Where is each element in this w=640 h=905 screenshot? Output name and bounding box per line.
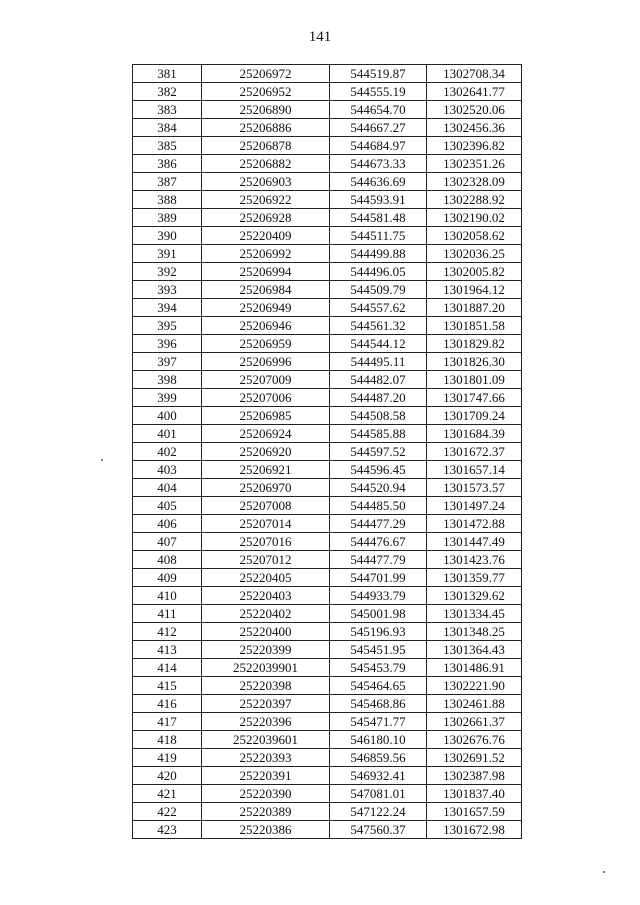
- point-number-cell: 390: [133, 227, 202, 245]
- y-coordinate-cell: 1302641.77: [427, 83, 522, 101]
- y-coordinate-cell: 1301472.88: [427, 515, 522, 533]
- point-number-cell: 388: [133, 191, 202, 209]
- y-coordinate-cell: 1301837.40: [427, 785, 522, 803]
- table-row: [133, 281, 522, 299]
- point-number-cell: 417: [133, 713, 202, 731]
- point-id-cell: 25207009: [202, 371, 330, 389]
- point-number-cell: 413: [133, 641, 202, 659]
- x-coordinate-cell: 544477.29: [330, 515, 427, 533]
- x-coordinate-cell: 545451.95: [330, 641, 427, 659]
- table-row: [133, 335, 522, 353]
- table-row: [133, 821, 522, 839]
- table-row: [133, 209, 522, 227]
- x-coordinate-cell: 546859.56: [330, 749, 427, 767]
- point-number-cell: 397: [133, 353, 202, 371]
- point-id-cell: 25206992: [202, 245, 330, 263]
- x-coordinate-cell: 547122.24: [330, 803, 427, 821]
- y-coordinate-cell: 1301329.62: [427, 587, 522, 605]
- y-coordinate-cell: 1301747.66: [427, 389, 522, 407]
- point-id-cell: 25206985: [202, 407, 330, 425]
- point-id-cell: 25220397: [202, 695, 330, 713]
- table-row: [133, 173, 522, 191]
- point-number-cell: 420: [133, 767, 202, 785]
- table-row: [133, 119, 522, 137]
- point-id-cell: 25207016: [202, 533, 330, 551]
- point-number-cell: 418: [133, 731, 202, 749]
- y-coordinate-cell: 1302691.52: [427, 749, 522, 767]
- x-coordinate-cell: 544496.05: [330, 263, 427, 281]
- scan-speck: [603, 871, 605, 873]
- point-number-cell: 423: [133, 821, 202, 839]
- point-number-cell: 408: [133, 551, 202, 569]
- point-id-cell: 25220386: [202, 821, 330, 839]
- point-id-cell: 25220405: [202, 569, 330, 587]
- y-coordinate-cell: 1302058.62: [427, 227, 522, 245]
- table-row: [133, 659, 522, 677]
- table-row: [133, 353, 522, 371]
- point-number-cell: 403: [133, 461, 202, 479]
- table-row: [133, 533, 522, 551]
- y-coordinate-cell: 1301657.59: [427, 803, 522, 821]
- x-coordinate-cell: 544482.07: [330, 371, 427, 389]
- point-number-cell: 415: [133, 677, 202, 695]
- y-coordinate-cell: 1301887.20: [427, 299, 522, 317]
- point-number-cell: 387: [133, 173, 202, 191]
- point-number-cell: 409: [133, 569, 202, 587]
- table-row: [133, 641, 522, 659]
- coordinate-table-body: [133, 65, 522, 839]
- y-coordinate-cell: 1301826.30: [427, 353, 522, 371]
- point-id-cell: 25206922: [202, 191, 330, 209]
- y-coordinate-cell: 1302520.06: [427, 101, 522, 119]
- x-coordinate-cell: 544933.79: [330, 587, 427, 605]
- point-id-cell: 2522039901: [202, 659, 330, 677]
- point-id-cell: 25220402: [202, 605, 330, 623]
- y-coordinate-cell: 1302708.34: [427, 65, 522, 83]
- x-coordinate-cell: 544581.48: [330, 209, 427, 227]
- x-coordinate-cell: 544654.70: [330, 101, 427, 119]
- point-id-cell: 25206946: [202, 317, 330, 335]
- point-number-cell: 391: [133, 245, 202, 263]
- y-coordinate-cell: 1301657.14: [427, 461, 522, 479]
- point-number-cell: 407: [133, 533, 202, 551]
- point-id-cell: 25207012: [202, 551, 330, 569]
- point-number-cell: 382: [133, 83, 202, 101]
- x-coordinate-cell: 544597.52: [330, 443, 427, 461]
- table-row: [133, 497, 522, 515]
- point-id-cell: 25220403: [202, 587, 330, 605]
- table-row: [133, 299, 522, 317]
- point-number-cell: 392: [133, 263, 202, 281]
- y-coordinate-cell: 1302456.36: [427, 119, 522, 137]
- table-row: [133, 461, 522, 479]
- point-number-cell: 384: [133, 119, 202, 137]
- point-number-cell: 419: [133, 749, 202, 767]
- point-id-cell: 25206920: [202, 443, 330, 461]
- table-row: [133, 677, 522, 695]
- point-number-cell: 389: [133, 209, 202, 227]
- point-id-cell: 25207008: [202, 497, 330, 515]
- y-coordinate-cell: 1301447.49: [427, 533, 522, 551]
- x-coordinate-cell: 544520.94: [330, 479, 427, 497]
- point-number-cell: 416: [133, 695, 202, 713]
- point-number-cell: 404: [133, 479, 202, 497]
- x-coordinate-cell: 546932.41: [330, 767, 427, 785]
- table-row: [133, 101, 522, 119]
- point-number-cell: 393: [133, 281, 202, 299]
- x-coordinate-cell: 545196.93: [330, 623, 427, 641]
- y-coordinate-cell: 1302461.88: [427, 695, 522, 713]
- table-row: [133, 155, 522, 173]
- y-coordinate-cell: 1301423.76: [427, 551, 522, 569]
- point-id-cell: 25206949: [202, 299, 330, 317]
- point-id-cell: 25206886: [202, 119, 330, 137]
- point-id-cell: 25220409: [202, 227, 330, 245]
- y-coordinate-cell: 1301801.09: [427, 371, 522, 389]
- point-id-cell: 2522039601: [202, 731, 330, 749]
- x-coordinate-cell: 544585.88: [330, 425, 427, 443]
- table-row: [133, 443, 522, 461]
- y-coordinate-cell: 1301829.82: [427, 335, 522, 353]
- x-coordinate-cell: 544555.19: [330, 83, 427, 101]
- point-number-cell: 411: [133, 605, 202, 623]
- point-number-cell: 406: [133, 515, 202, 533]
- x-coordinate-cell: 546180.10: [330, 731, 427, 749]
- point-number-cell: 396: [133, 335, 202, 353]
- page-number: 141: [308, 29, 332, 45]
- y-coordinate-cell: 1301851.58: [427, 317, 522, 335]
- y-coordinate-cell: 1302676.76: [427, 731, 522, 749]
- point-number-cell: 386: [133, 155, 202, 173]
- x-coordinate-cell: 547560.37: [330, 821, 427, 839]
- x-coordinate-cell: 544673.33: [330, 155, 427, 173]
- y-coordinate-cell: 1301672.37: [427, 443, 522, 461]
- x-coordinate-cell: 544509.79: [330, 281, 427, 299]
- point-number-cell: 398: [133, 371, 202, 389]
- table-row: [133, 83, 522, 101]
- point-number-cell: 394: [133, 299, 202, 317]
- point-number-cell: 395: [133, 317, 202, 335]
- point-number-cell: 385: [133, 137, 202, 155]
- table-row: [133, 713, 522, 731]
- point-id-cell: 25206921: [202, 461, 330, 479]
- point-id-cell: 25220390: [202, 785, 330, 803]
- table-row: [133, 551, 522, 569]
- table-row: [133, 191, 522, 209]
- point-id-cell: 25206890: [202, 101, 330, 119]
- table-row: [133, 623, 522, 641]
- point-number-cell: 410: [133, 587, 202, 605]
- y-coordinate-cell: 1302221.90: [427, 677, 522, 695]
- point-number-cell: 414: [133, 659, 202, 677]
- point-id-cell: 25206972: [202, 65, 330, 83]
- table-row: [133, 407, 522, 425]
- point-id-cell: 25206952: [202, 83, 330, 101]
- table-row: [133, 731, 522, 749]
- point-id-cell: 25220396: [202, 713, 330, 731]
- point-number-cell: 401: [133, 425, 202, 443]
- y-coordinate-cell: 1302328.09: [427, 173, 522, 191]
- point-number-cell: 400: [133, 407, 202, 425]
- table-row: [133, 515, 522, 533]
- y-coordinate-cell: 1302351.26: [427, 155, 522, 173]
- point-id-cell: 25206959: [202, 335, 330, 353]
- table-row: [133, 587, 522, 605]
- x-coordinate-cell: 544561.32: [330, 317, 427, 335]
- point-id-cell: 25220389: [202, 803, 330, 821]
- y-coordinate-cell: 1301359.77: [427, 569, 522, 587]
- point-number-cell: 399: [133, 389, 202, 407]
- point-id-cell: 25206878: [202, 137, 330, 155]
- table-row: [133, 605, 522, 623]
- point-id-cell: 25206984: [202, 281, 330, 299]
- table-row: [133, 65, 522, 83]
- x-coordinate-cell: 544636.69: [330, 173, 427, 191]
- point-id-cell: 25207006: [202, 389, 330, 407]
- table-row: [133, 263, 522, 281]
- x-coordinate-cell: 544485.50: [330, 497, 427, 515]
- table-row: [133, 137, 522, 155]
- y-coordinate-cell: 1302005.82: [427, 263, 522, 281]
- x-coordinate-cell: 545464.65: [330, 677, 427, 695]
- point-number-cell: 422: [133, 803, 202, 821]
- y-coordinate-cell: 1302288.92: [427, 191, 522, 209]
- table-row: [133, 389, 522, 407]
- table-row: [133, 245, 522, 263]
- x-coordinate-cell: 544667.27: [330, 119, 427, 137]
- x-coordinate-cell: 544487.20: [330, 389, 427, 407]
- y-coordinate-cell: 1301573.57: [427, 479, 522, 497]
- point-id-cell: 25220399: [202, 641, 330, 659]
- table-row: [133, 803, 522, 821]
- point-id-cell: 25220398: [202, 677, 330, 695]
- point-number-cell: 383: [133, 101, 202, 119]
- y-coordinate-cell: 1301964.12: [427, 281, 522, 299]
- x-coordinate-cell: 545453.79: [330, 659, 427, 677]
- point-id-cell: 25207014: [202, 515, 330, 533]
- y-coordinate-cell: 1302396.82: [427, 137, 522, 155]
- x-coordinate-cell: 545468.86: [330, 695, 427, 713]
- y-coordinate-cell: 1301364.43: [427, 641, 522, 659]
- point-id-cell: 25206882: [202, 155, 330, 173]
- y-coordinate-cell: 1302661.37: [427, 713, 522, 731]
- table-row: [133, 749, 522, 767]
- x-coordinate-cell: 544684.97: [330, 137, 427, 155]
- x-coordinate-cell: 544477.79: [330, 551, 427, 569]
- coordinate-table: [132, 64, 522, 839]
- x-coordinate-cell: 547081.01: [330, 785, 427, 803]
- table-row: [133, 785, 522, 803]
- y-coordinate-cell: 1301334.45: [427, 605, 522, 623]
- x-coordinate-cell: 544511.75: [330, 227, 427, 245]
- point-id-cell: 25206928: [202, 209, 330, 227]
- y-coordinate-cell: 1301684.39: [427, 425, 522, 443]
- x-coordinate-cell: 544596.45: [330, 461, 427, 479]
- x-coordinate-cell: 544508.58: [330, 407, 427, 425]
- table-row: [133, 695, 522, 713]
- y-coordinate-cell: 1301348.25: [427, 623, 522, 641]
- point-number-cell: 405: [133, 497, 202, 515]
- point-id-cell: 25220391: [202, 767, 330, 785]
- y-coordinate-cell: 1301672.98: [427, 821, 522, 839]
- point-id-cell: 25220393: [202, 749, 330, 767]
- x-coordinate-cell: 544701.99: [330, 569, 427, 587]
- x-coordinate-cell: 544544.12: [330, 335, 427, 353]
- point-id-cell: 25220400: [202, 623, 330, 641]
- x-coordinate-cell: 544495.11: [330, 353, 427, 371]
- table-row: [133, 767, 522, 785]
- table-row: [133, 371, 522, 389]
- point-id-cell: 25206996: [202, 353, 330, 371]
- y-coordinate-cell: 1302190.02: [427, 209, 522, 227]
- x-coordinate-cell: 545471.77: [330, 713, 427, 731]
- y-coordinate-cell: 1302387.98: [427, 767, 522, 785]
- point-number-cell: 381: [133, 65, 202, 83]
- y-coordinate-cell: 1301709.24: [427, 407, 522, 425]
- table-row: [133, 479, 522, 497]
- y-coordinate-cell: 1301486.91: [427, 659, 522, 677]
- point-id-cell: 25206970: [202, 479, 330, 497]
- table-row: [133, 569, 522, 587]
- x-coordinate-cell: 545001.98: [330, 605, 427, 623]
- y-coordinate-cell: 1302036.25: [427, 245, 522, 263]
- x-coordinate-cell: 544476.67: [330, 533, 427, 551]
- y-coordinate-cell: 1301497.24: [427, 497, 522, 515]
- x-coordinate-cell: 544593.91: [330, 191, 427, 209]
- point-id-cell: 25206924: [202, 425, 330, 443]
- point-number-cell: 412: [133, 623, 202, 641]
- table-row: [133, 227, 522, 245]
- x-coordinate-cell: 544519.87: [330, 65, 427, 83]
- point-id-cell: 25206903: [202, 173, 330, 191]
- table-row: [133, 425, 522, 443]
- point-id-cell: 25206994: [202, 263, 330, 281]
- x-coordinate-cell: 544557.62: [330, 299, 427, 317]
- table-row: [133, 317, 522, 335]
- x-coordinate-cell: 544499.88: [330, 245, 427, 263]
- point-number-cell: 421: [133, 785, 202, 803]
- point-number-cell: 402: [133, 443, 202, 461]
- scan-speck: [101, 459, 103, 461]
